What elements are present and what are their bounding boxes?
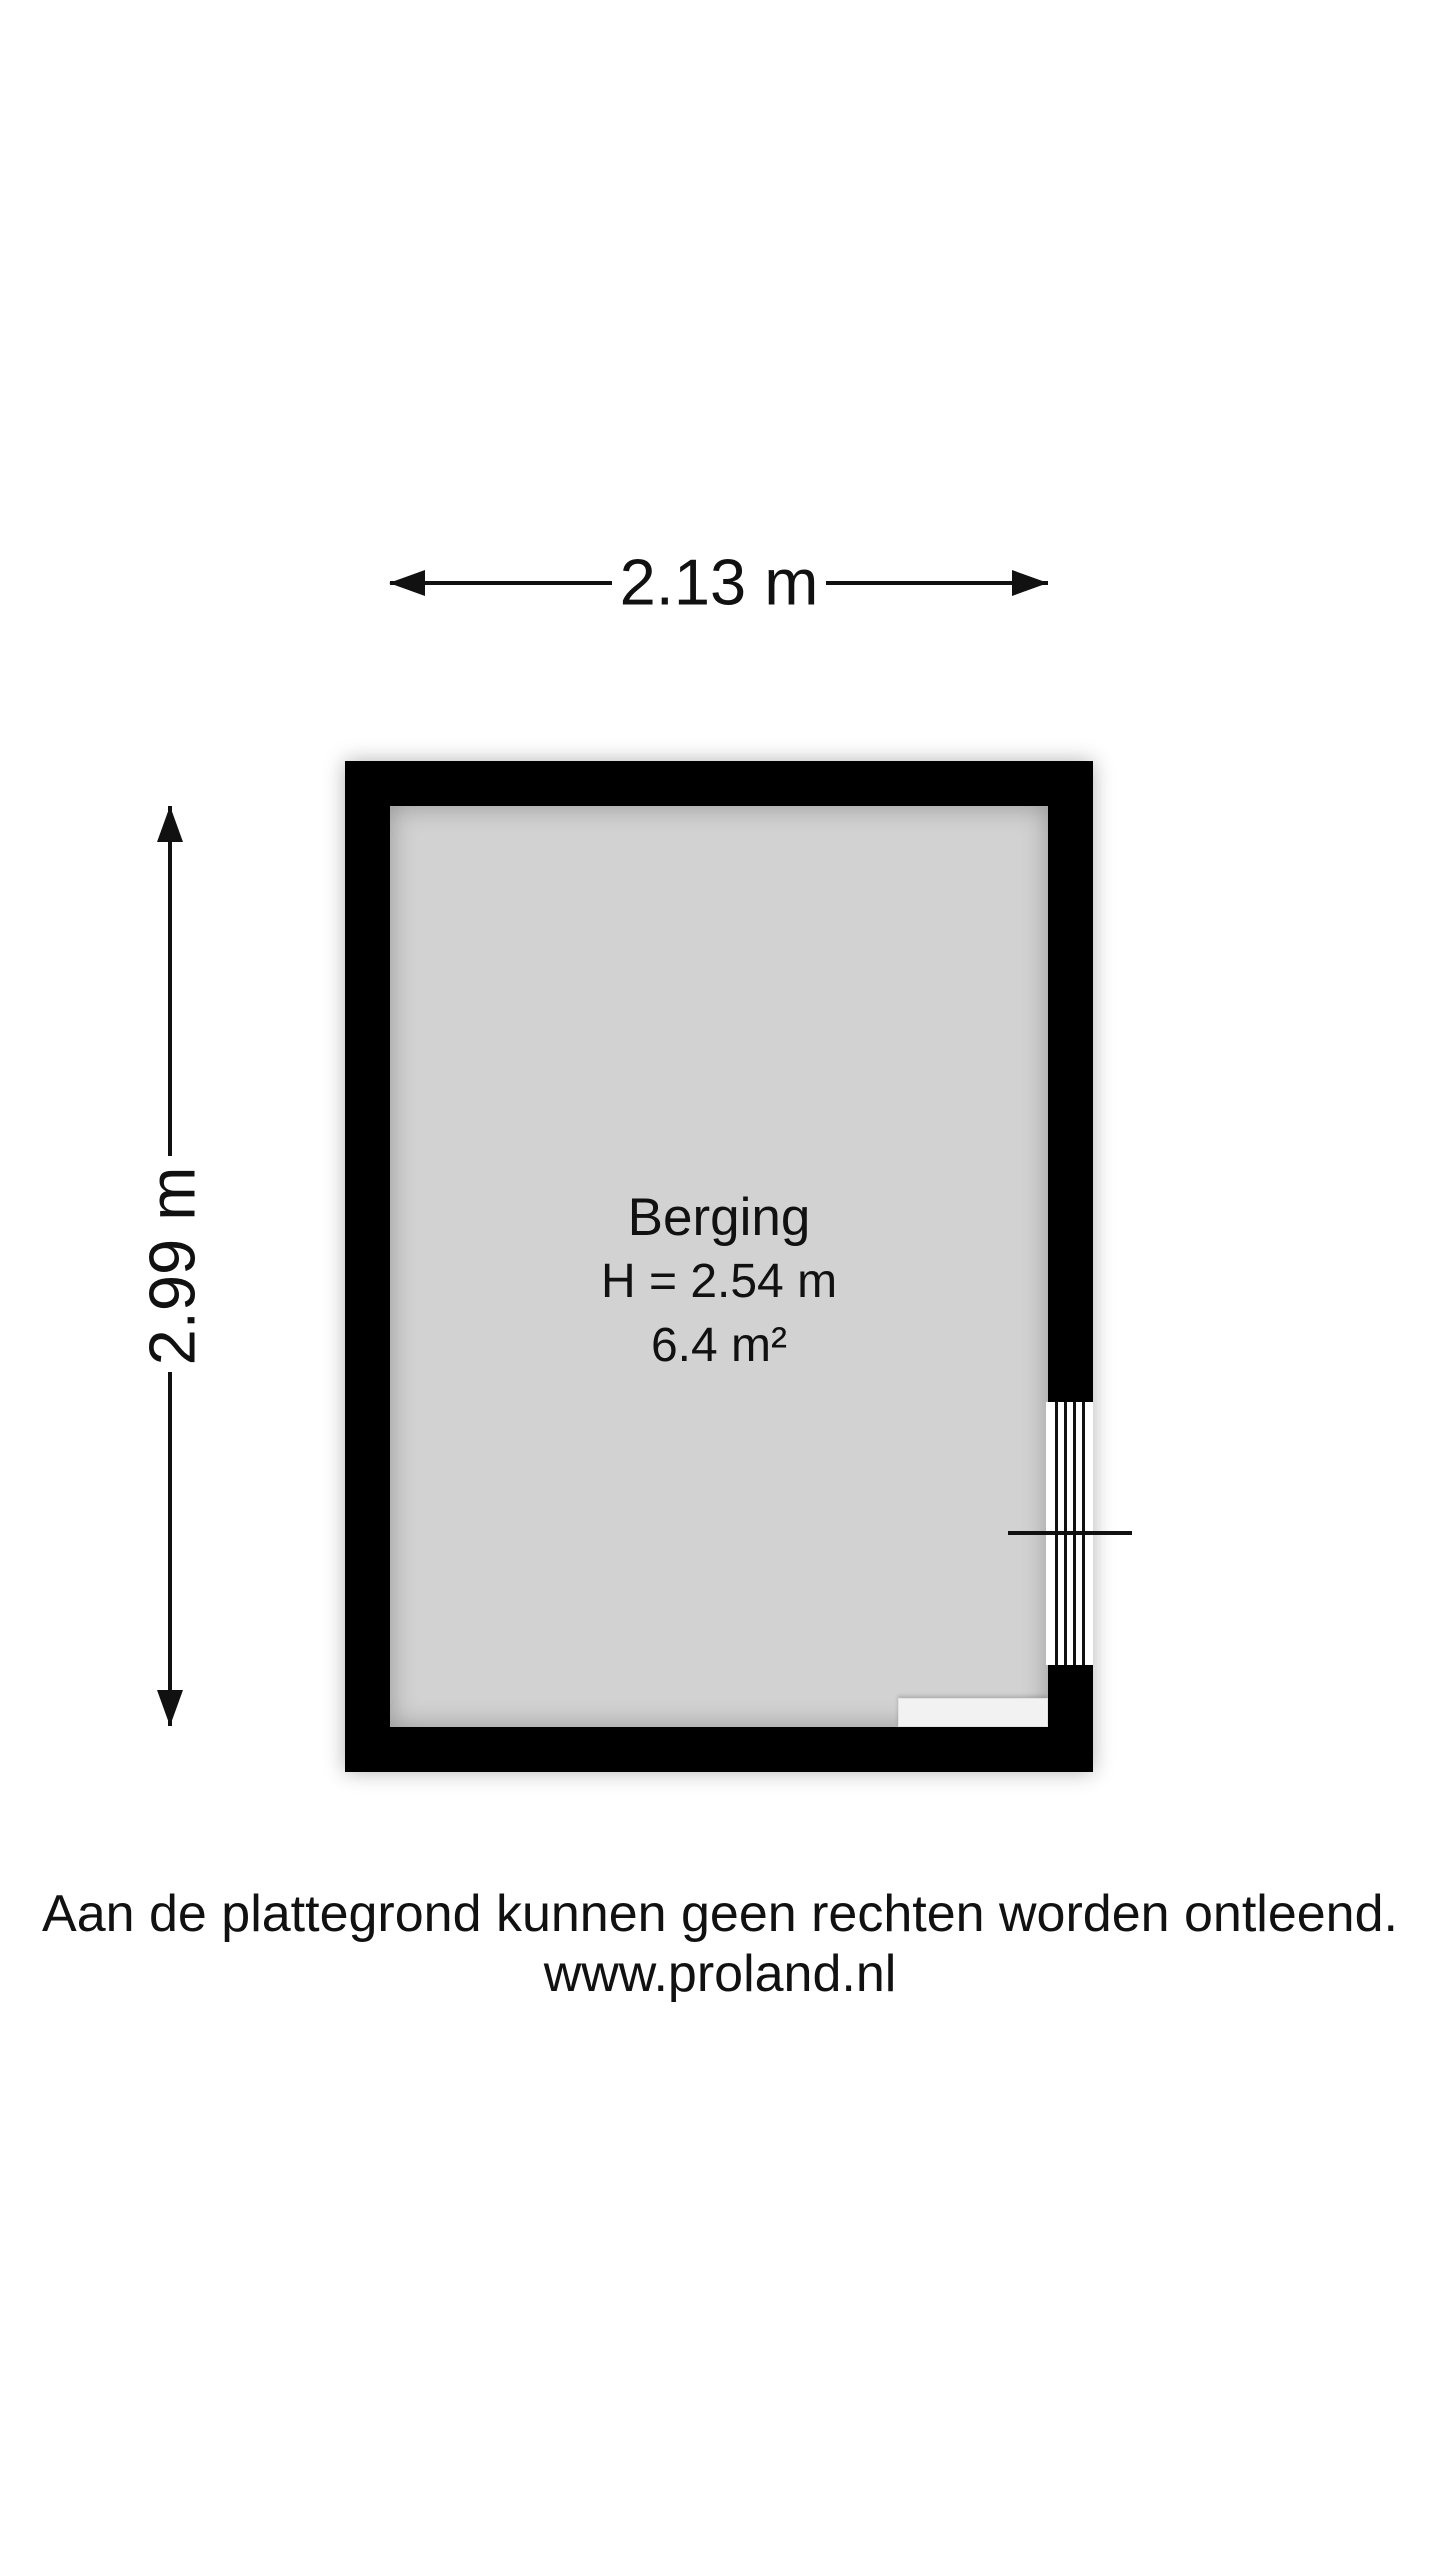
footer	[0, 1884, 1440, 2004]
height-dimension-line-bottom	[168, 1372, 172, 1726]
doorstep	[898, 1698, 1048, 1727]
room-label-block	[601, 1186, 837, 1378]
arrow-left-icon	[389, 570, 425, 596]
arrow-right-icon	[1012, 570, 1048, 596]
website-text: www.proland.nl	[543, 1945, 897, 2003]
window-sill-line	[1008, 1531, 1132, 1535]
room-name: Berging	[627, 1188, 811, 1247]
arrow-down-icon	[157, 1690, 183, 1726]
height-dimension-line-top	[168, 806, 172, 1156]
height-dimension-label: 2.99 m	[135, 1166, 209, 1366]
disclaimer-text: Aan de plattegrond kunnen geen rechten worden ontleend.	[42, 1885, 1398, 1943]
room-ceiling-height: H = 2.54 m	[600, 1255, 838, 1308]
width-dimension-label: 2.13 m	[619, 545, 819, 619]
room-area: 6.4 m²	[650, 1319, 788, 1372]
arrow-up-icon	[157, 806, 183, 842]
